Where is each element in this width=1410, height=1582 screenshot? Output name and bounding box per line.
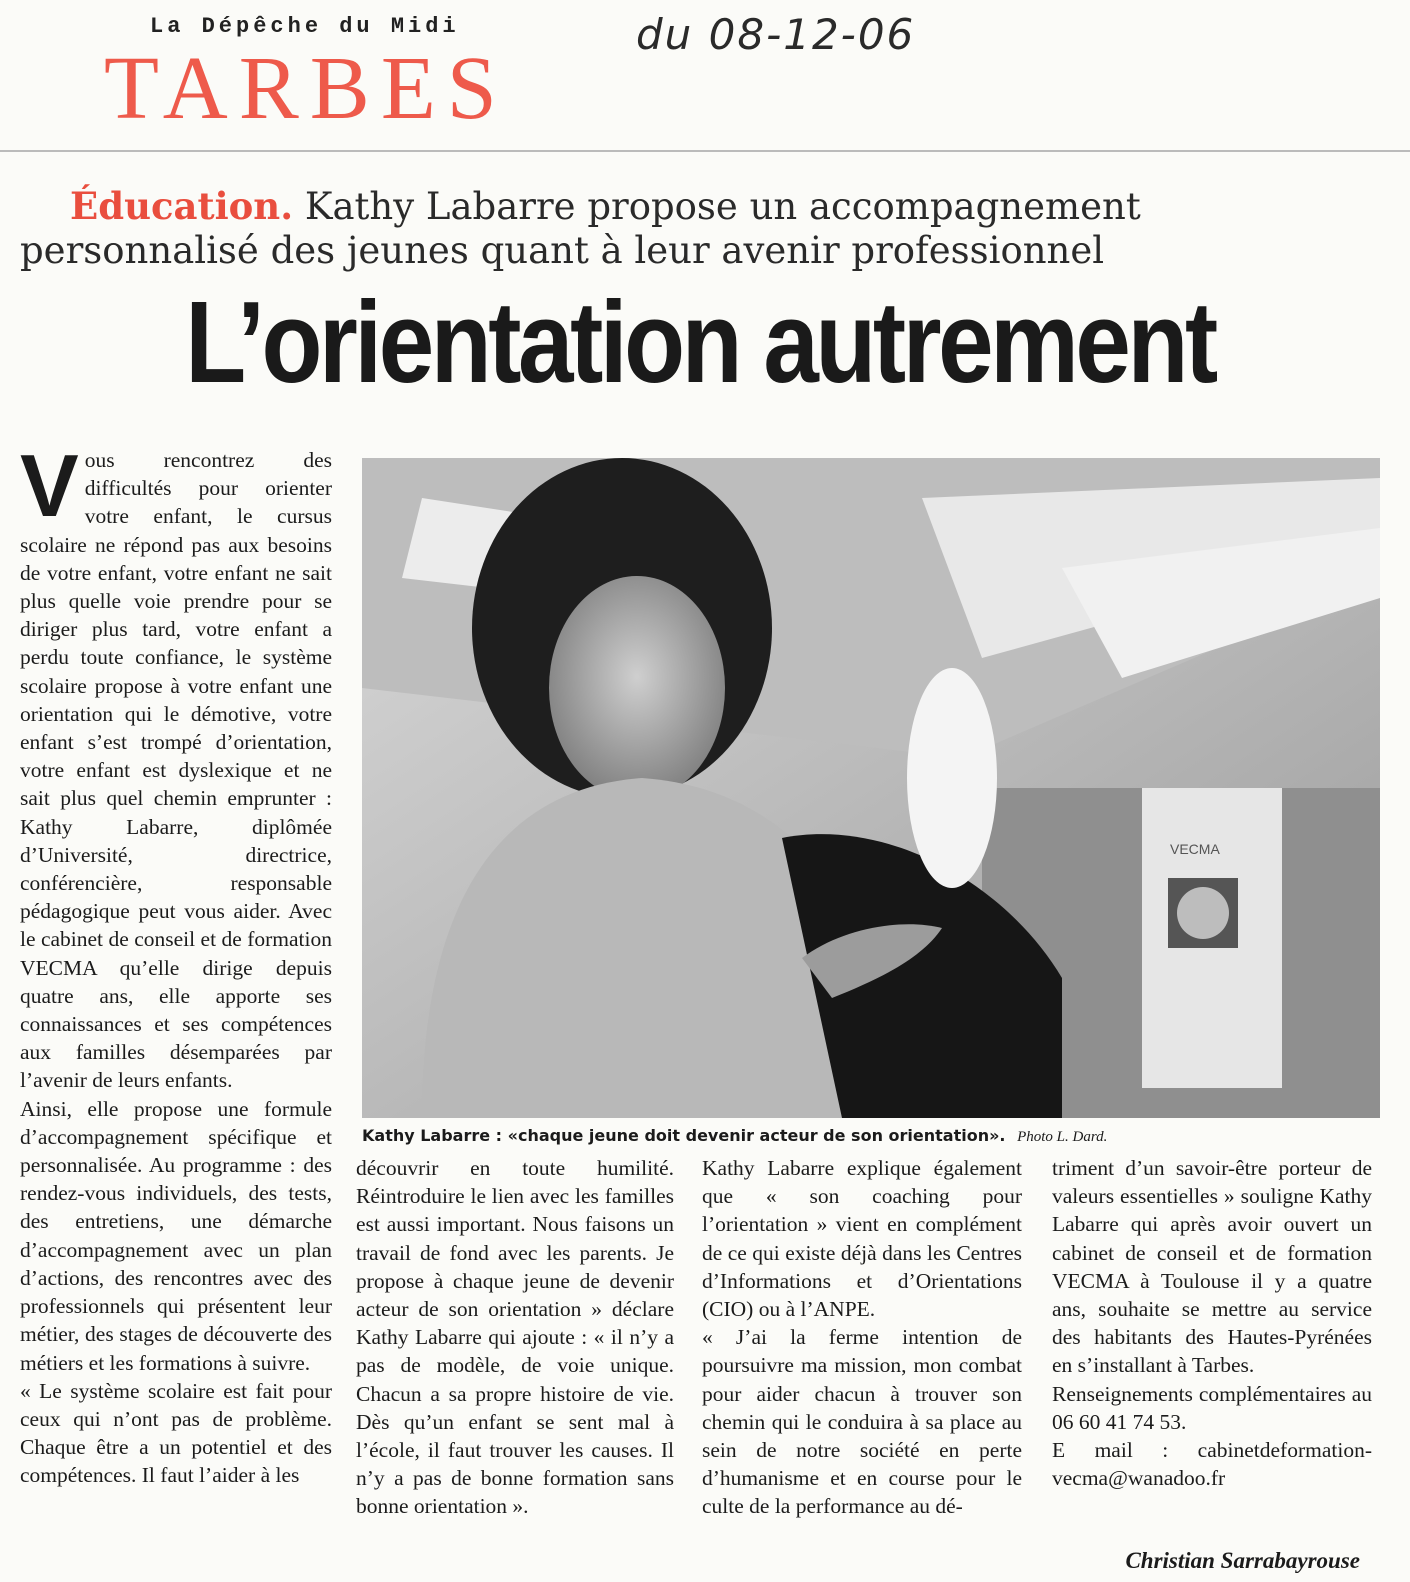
kicker-line1: Kathy Labarre propose un accompagnement bbox=[304, 185, 1141, 228]
drop-cap: V bbox=[20, 436, 79, 535]
article-column-2 bbox=[356, 1154, 674, 1521]
handwritten-date: du 08-12-06 bbox=[636, 10, 916, 59]
article-photo bbox=[362, 458, 1380, 1118]
author-signature: Christian Sarrabayrouse bbox=[1125, 1548, 1360, 1573]
paragraph: Kathy Labarre explique également que « son coaching pour l’orientation » vient en complément de ce qui existe déjà dans les Centres d’Informations et d’Orientations (CIO) ou à l’ANPE. bbox=[702, 1156, 1022, 1322]
photo-credit: Photo L. Dard. bbox=[1017, 1129, 1108, 1145]
article-column-3 bbox=[702, 1154, 1022, 1521]
photo-illustration bbox=[362, 458, 1380, 1118]
kicker bbox=[20, 184, 1390, 273]
article-column-1 bbox=[20, 436, 332, 1490]
caption-name: Kathy Labarre : bbox=[362, 1126, 503, 1145]
photo-sign-text: VECMA bbox=[1170, 841, 1220, 857]
headline: L’orientation autrement bbox=[185, 277, 1215, 407]
article-column-4 bbox=[1052, 1154, 1372, 1492]
paragraph: triment d’un savoir-être porteur de valeurs essentielles » souligne Kathy Labarre qui après avoir ouvert un cabinet de conseil et de formation VECMA à Toulouse il y a quatre ans, souhaite se mettre au service des habitants des Hautes-Pyrénées en s’installant à Tarbes. bbox=[1052, 1156, 1372, 1378]
newspaper-masthead: La Dépêche du Midi bbox=[150, 14, 460, 39]
header-rule bbox=[0, 150, 1410, 152]
kicker-line2: personnalisé des jeunes quant à leur avenir professionnel bbox=[20, 229, 1105, 272]
paragraph: « J’ai la ferme intention de poursuivre ma mission, mon combat pour aider chacun à trouver son chemin qui le conduira à sa place au sein de notre société en perte d’humanisme et en course pour le culte de la performance au dé- bbox=[702, 1325, 1022, 1519]
lead-paragraph: Vous rencontrez des difficultés pour orienter votre enfant, le cursus scolaire ne répond pas aux besoins de votre enfant, votre enfant ne sait plus quelle voie prendre pour se diriger plus tard, votre enfant a perdu toute confiance, le système scolaire propose à votre enfant une orientation qui le démotive, votre enfant s’est trompé d’orientation, votre enfant est dyslexique et ne sait plus quel chemin emprunter : Kathy Labarre, diplômée d’Université, directrice, conférencière, responsable pédagogique peut vous aider. Avec le cabinet de conseil et de formation VECMA qu’elle dirige depuis quatre ans, elle apporte ses connaissances et ses compétences aux familles désemparées par l’avenir de leurs enfants. bbox=[20, 436, 332, 1093]
paragraph: découvrir en toute humilité. Réintroduire le lien avec les familles est aussi important. Nous faisons un travail de fond avec les parents. Je propose à chaque jeune de devenir acteur de son orientation » déclare Kathy Labarre qui ajoute : « il n’y a pas de modèle, de voie unique. Chacun a sa propre histoire de vie. Dès qu’un enfant se sent mal à l’école, il faut trouver les causes. Il n’y a pas de bonne formation sans bonne orientation ». bbox=[356, 1156, 674, 1519]
photo-caption bbox=[362, 1126, 1382, 1146]
caption-quote: «chaque jeune doit devenir acteur de son orientation». bbox=[507, 1126, 1006, 1145]
contact-phone: Renseignements complémentaires au 06 60 41 74 53. bbox=[1052, 1381, 1372, 1434]
paragraph: « Le système scolaire est fait pour ceux qui n’ont pas de problème. Chaque être a un potentiel et des compétences. Il faut l’aider à les bbox=[20, 1378, 332, 1488]
section-city: TARBES bbox=[104, 39, 508, 138]
kicker-tag: Éducation. bbox=[70, 184, 294, 228]
contact-email: E mail : cabinetdeformation-vecma@wanadoo.fr bbox=[1052, 1438, 1372, 1491]
paragraph: Ainsi, elle propose une formule d’accompagnement spécifique et personnalisée. Au programme : des rendez-vous individuels, des tests, des entretiens, une démarche d’accompagnement avec un plan d’actions, des rencontres avec des professionnels qui présentent leur métier, des stages de découverte des métiers et les formations à suivre. bbox=[20, 1096, 332, 1375]
